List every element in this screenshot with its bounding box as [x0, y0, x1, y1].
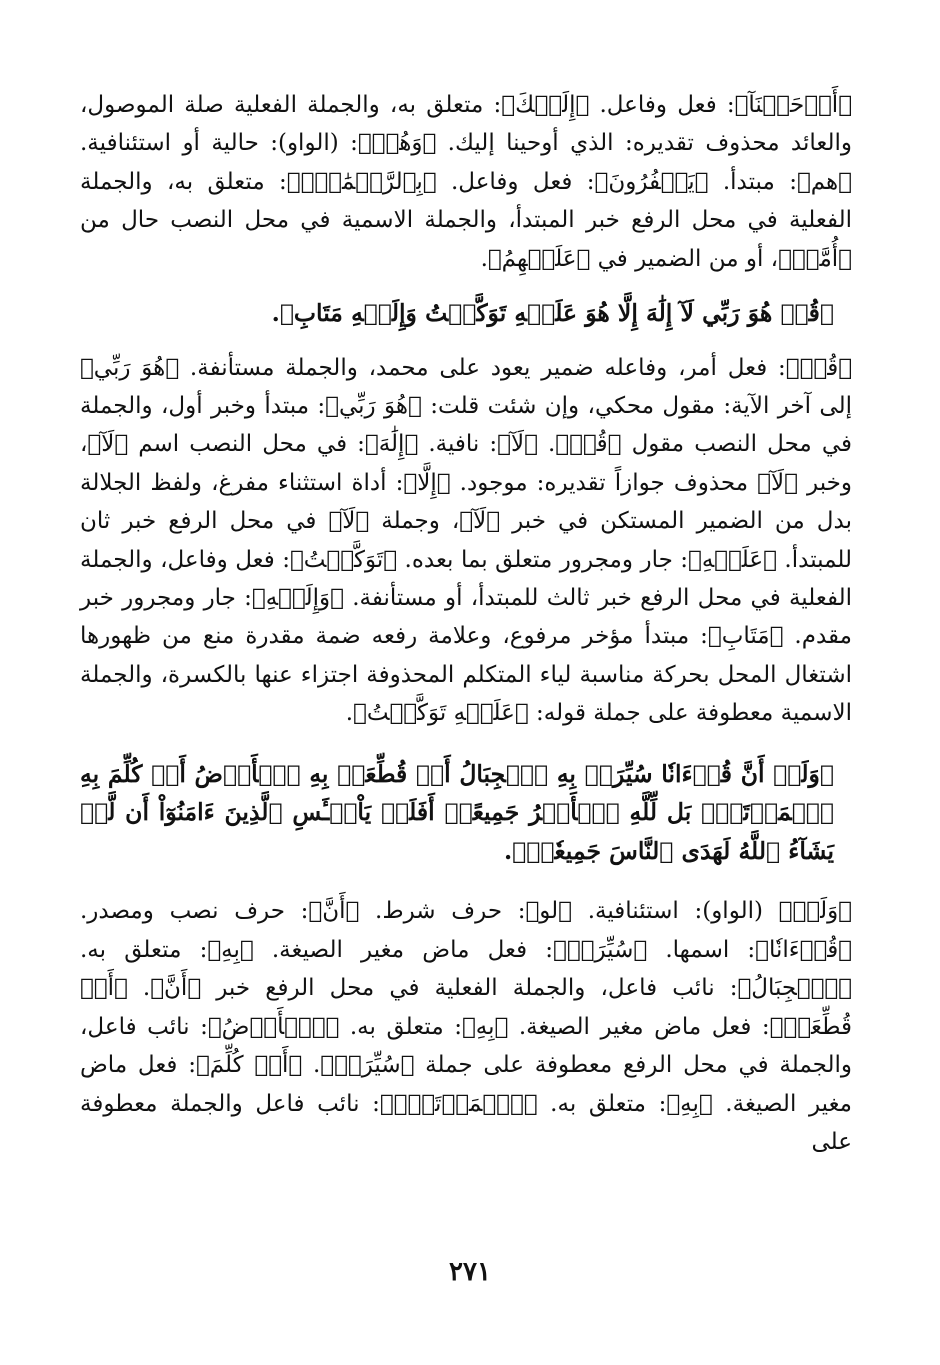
- paragraph: ﴿وَلَوۡ﴾ (الواو): استئنافية. ﴿لو﴾: حرف شرط. ﴿أَنَّ﴾: حرف نصب ومصدر. ﴿قُرۡءَانٗا﴾: اسمها. ﴿سُيِّرَتۡ﴾: فعل ماض مغير الصيغة. ﴿بِهِ﴾: متعلق به. ﴿ٱلۡجِبَالُ﴾: نائب فاعل، والجملة الفعلية في محل الرفع خبر ﴿أَنَّ﴾. ﴿أَوۡ قُطِّعَتۡ﴾: فعل ماض مغير الصيغة. ﴿بِهِ﴾: متعلق به. ﴿ٱلۡأَرۡضُ﴾: نائب فاعل، والجملة في محل الرفع معطوفة على جملة ﴿سُيِّرَتۡ﴾. ﴿أَوۡ كُلِّمَ﴾: فعل ماض مغير الصيغة. ﴿بِهِ﴾: متعلق به. ﴿ٱلۡمَوۡتَىٰۗ﴾: نائب فاعل والجملة معطوفة على: [80, 898, 852, 1155]
- paragraph: ﴿قُلۡ﴾: فعل أمر، وفاعله ضمير يعود على محمد، والجملة مستأنفة. ﴿هُوَ رَبِّي﴾ إلى آخر الآية: مقول محكي، وإن شئت قلت: ﴿هُوَ رَبِّي﴾: مبتدأ وخبر أول، والجملة في محل النصب مقول ﴿قُلۡ﴾. ﴿لَآ﴾: نافية. ﴿إِلَٰهَ﴾: في محل النصب اسم ﴿لَآ﴾، وخبر ﴿لَآ﴾ محذوف جوازاً تقديره: موجود. ﴿إِلَّا﴾: أداة استثناء مفرغ، ولفظ الجلالة بدل من الضمير المستكن في خبر ﴿لَآ﴾، وجملة ﴿لَآ﴾ في محل الرفع خبر ثان للمبتدأ. ﴿عَلَيۡهِ﴾: جار ومجرور متعلق بما بعده. ﴿تَوَكَّلۡتُ﴾: فعل وفاعل، والجملة الفعلية في محل الرفع خبر ثالث للمبتدأ، أو مستأنفة. ﴿وَإِلَيۡهِ﴾: جار ومجرور خبر مقدم. ﴿مَتَابِ﴾: مبتدأ مؤخر مرفوع، وعلامة رفعه ضمة مقدرة منع من ظهورها اشتغال المحل بحركة مناسبة لياء المتكلم المحذوفة اجتزاء عنها بالكسرة، والجملة الاسمية معطوفة على جملة قوله: ﴿عَلَيۡهِ تَوَكَّلۡتُ﴾.: [80, 354, 853, 727]
- quran-verse: ﴿وَلَوۡ أَنَّ قُرۡءَانٗا سُيِّرَتۡ بِهِ ٱلۡجِبَالُ أَوۡ قُطِّعَتۡ بِهِ ٱلۡأَرۡضُ أَوۡ كُلِّمَ بِهِ ٱلۡمَوۡتَىٰۗ بَل لِّلَّهِ ٱلۡأَمۡرُ جَمِيعًاۗ أَفَلَمۡ يَاْيۡـَٔسِ ٱلَّذِينَ ءَامَنُوٓاْ أَن لَّوۡ يَشَآءُ ٱللَّهُ لَهَدَى ٱلنَّاسَ جَمِيعٗاۗ﴾.: [80, 759, 834, 865]
- paragraph: ﴿أَوۡحَيۡنَآ﴾: فعل وفاعل. ﴿إِلَيۡكَ﴾: متعلق به، والجملة الفعلية صلة الموصول، والعائد محذوف تقديره: الذي أوحينا إليك. ﴿وَهُمۡ﴾: (الواو): حالية أو استئنافية. ﴿هم﴾: مبتدأ. ﴿يَكۡفُرُونَ﴾: فعل وفاعل. ﴿بِٱلرَّحۡمَٰنِۚ﴾: متعلق به، والجملة الفعلية في محل الرفع خبر المبتدأ، والجملة الاسمية في محل النصب حال من ﴿أُمَّةٖ﴾، أو من الضمير في ﴿عَلَيۡهِمُ﴾.: [80, 92, 852, 272]
- page-body: [80, 86, 852, 1161]
- spacer: [80, 278, 852, 294]
- page-number: ٢٧١: [449, 1257, 491, 1287]
- spacer: [80, 733, 852, 755]
- spacer: [80, 870, 852, 892]
- quran-verse: ﴿قُلۡ هُوَ رَبِّي لَآ إِلَٰهَ إِلَّا هُوَ عَلَيۡهِ تَوَكَّلۡتُ وَإِلَيۡهِ مَتَابِ﴾.: [271, 299, 834, 328]
- spacer: [80, 333, 852, 349]
